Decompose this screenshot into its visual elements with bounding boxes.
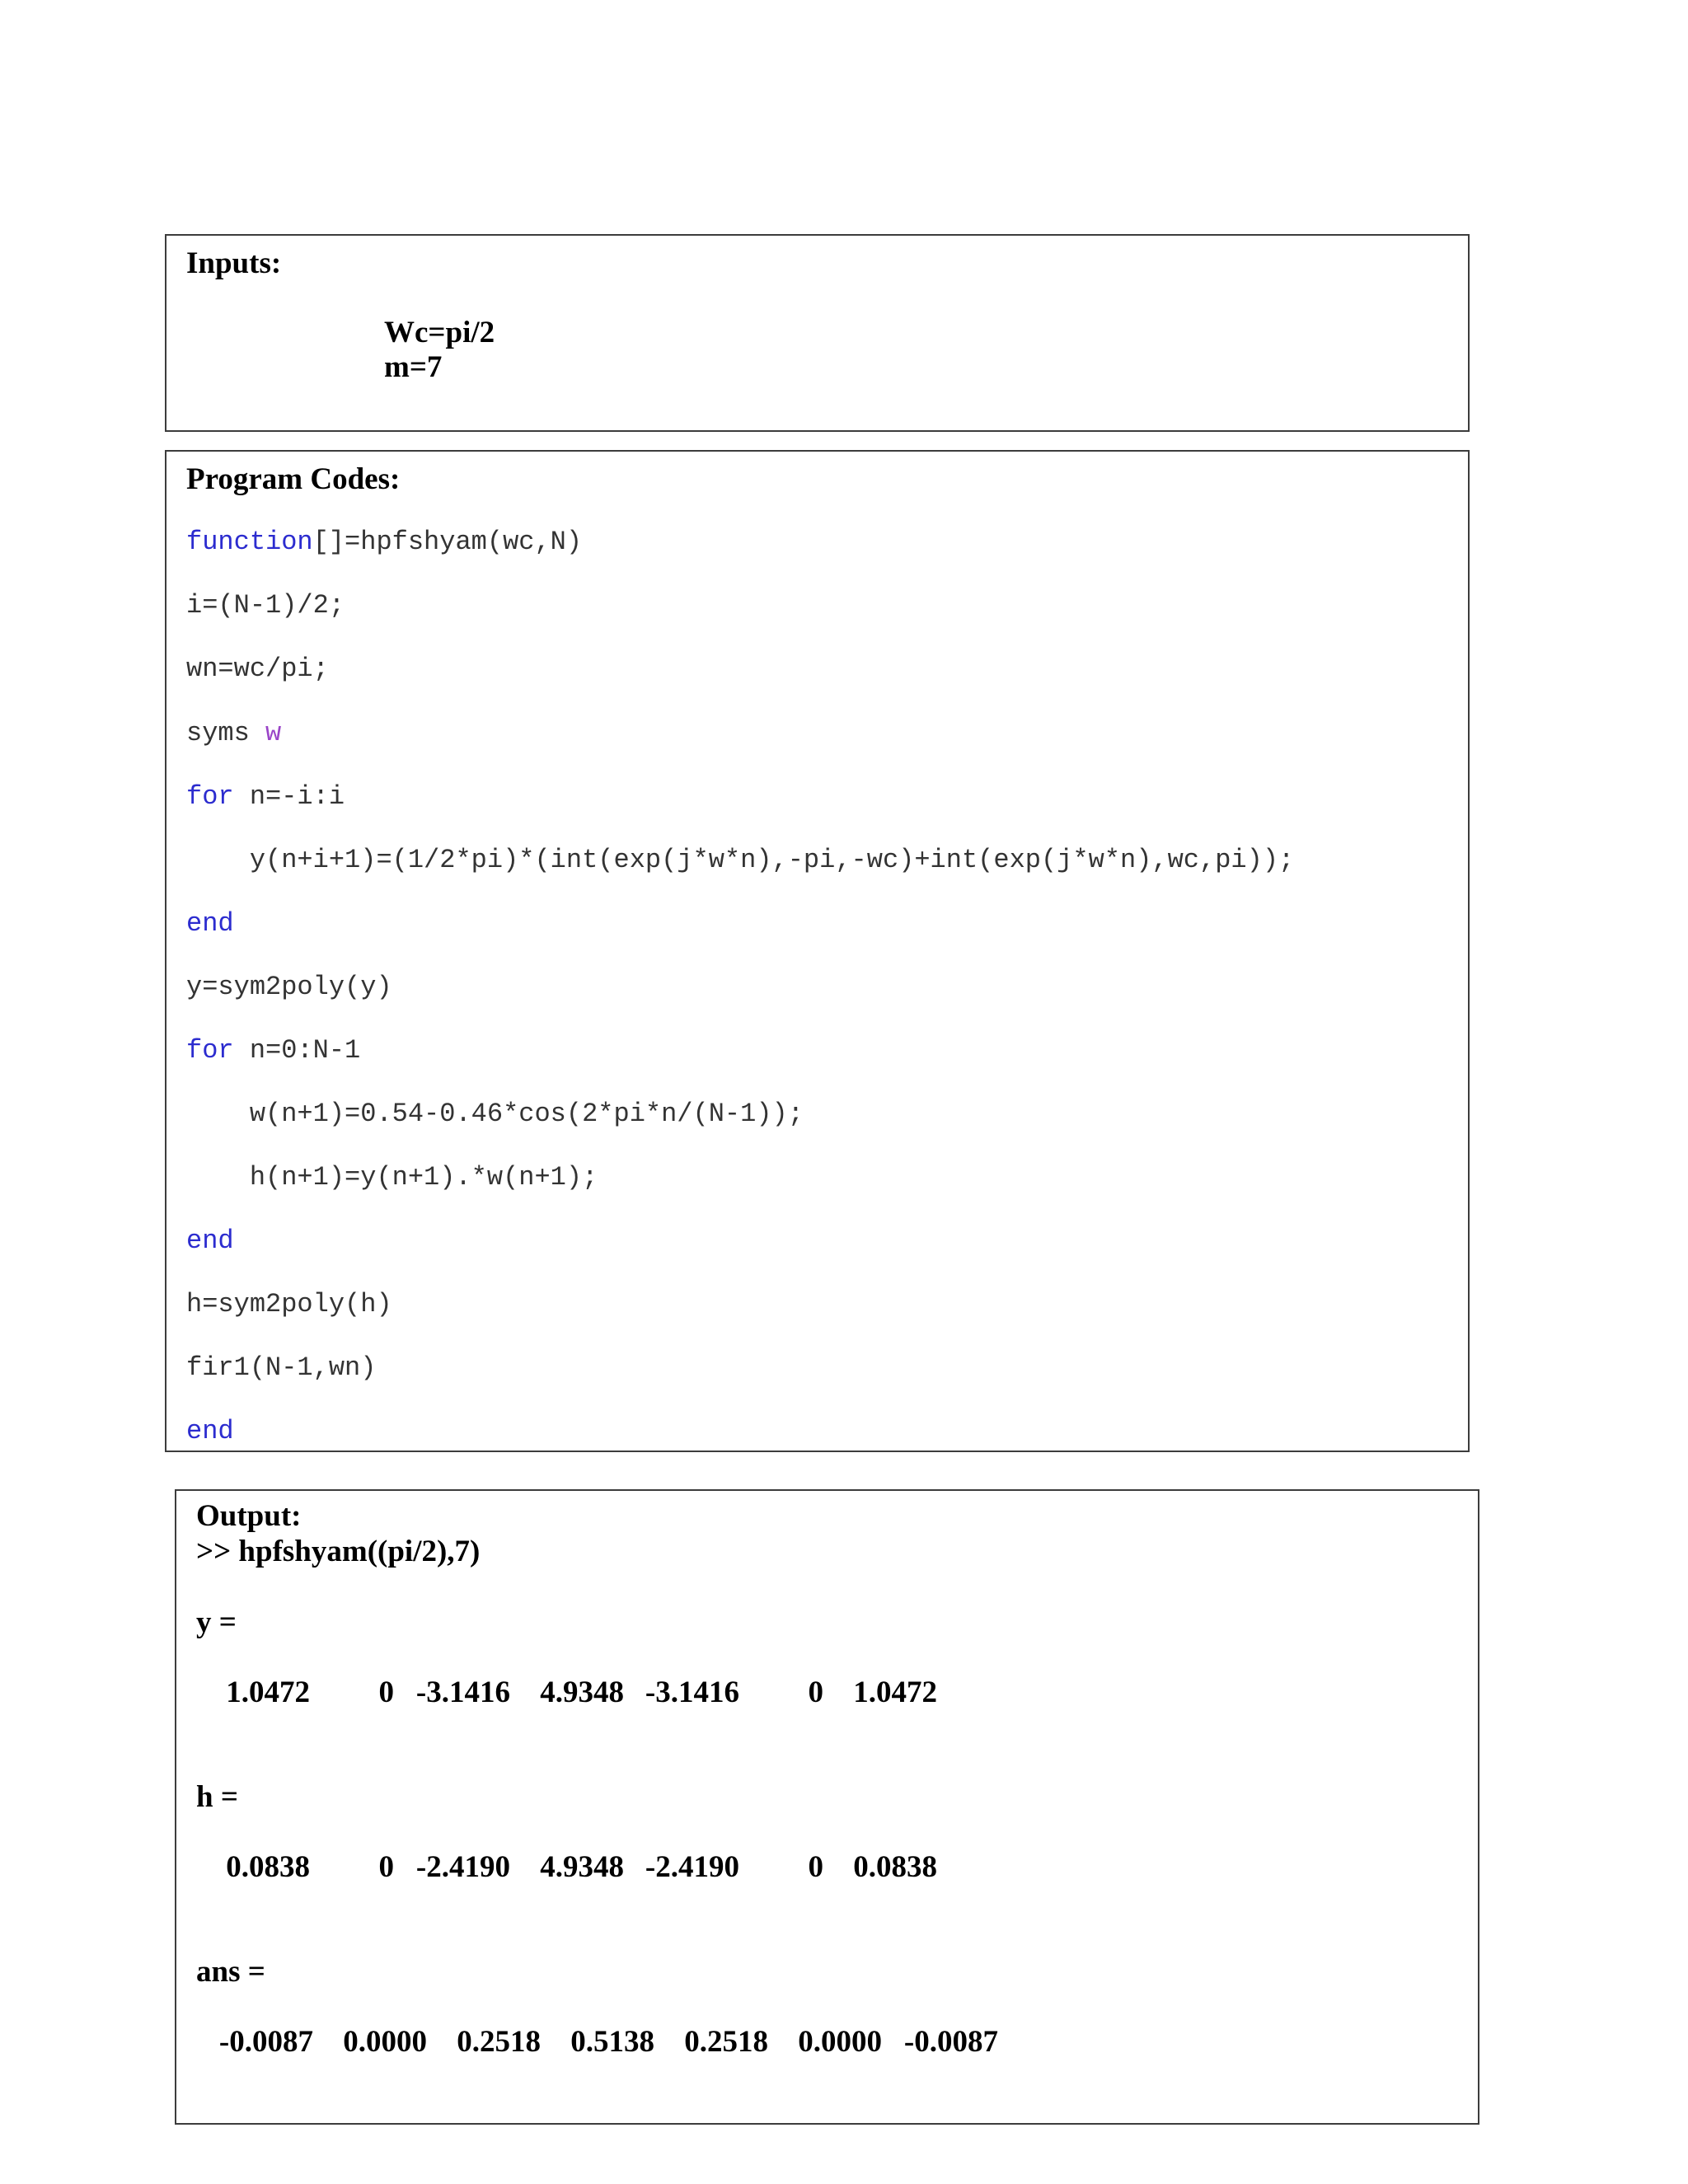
h-value: 0 — [808, 1850, 823, 1884]
y-value: 0 — [378, 1675, 394, 1709]
code-text: i=(N-1)/2; — [186, 590, 345, 621]
code-line-13 — [186, 1288, 392, 1321]
input-wc: Wc=pi/2 — [384, 316, 495, 349]
h-value: 0.0838 — [853, 1850, 937, 1884]
inputs-box — [165, 234, 1470, 432]
code-line-12 — [186, 1225, 234, 1258]
y-value: 4.9348 — [540, 1675, 624, 1709]
code-text: w(n+1)=0.54-0.46*cos(2*pi*n/(N-1)); — [186, 1099, 804, 1129]
ans-value: 0.2518 — [684, 2025, 768, 2059]
output-heading: Output: — [196, 1499, 302, 1533]
code-line-6 — [186, 844, 1294, 877]
code-line-11 — [186, 1161, 598, 1194]
ans-value: 0.2518 — [457, 2025, 541, 2059]
input-m: m=7 — [384, 350, 443, 384]
code-line-8 — [186, 971, 392, 1004]
h-label: h = — [196, 1780, 238, 1814]
code-text: y=sym2poly(y) — [186, 972, 392, 1002]
code-line-5 — [186, 780, 345, 813]
inputs-heading: Inputs: — [186, 246, 282, 280]
ans-label: ans = — [196, 1955, 265, 1989]
code-text: syms — [186, 718, 266, 748]
code-line-15 — [186, 1415, 234, 1448]
y-value: 1.0472 — [226, 1675, 310, 1709]
code-line-14 — [186, 1352, 376, 1385]
y-value: -3.1416 — [415, 1675, 510, 1709]
ans-value: 0.0000 — [798, 2025, 882, 2059]
code-line-4 — [186, 717, 281, 750]
code-keyword: function — [186, 527, 313, 557]
code-keyword: end — [186, 1226, 234, 1256]
ans-value: -0.0087 — [218, 2025, 313, 2059]
code-line-1 — [186, 526, 582, 559]
output-command: >> hpfshyam((pi/2),7) — [196, 1535, 481, 1568]
code-keyword: end — [186, 908, 234, 939]
code-text: y(n+i+1)=(1/2*pi)*(int(exp(j*w*n),-pi,-wc)+int(exp(j*w*n),wc,pi)); — [186, 845, 1295, 875]
ans-value: 0.5138 — [570, 2025, 654, 2059]
code-line-3 — [186, 653, 329, 686]
ans-value: -0.0087 — [903, 2025, 998, 2059]
code-keyword: end — [186, 1416, 234, 1446]
h-value: 4.9348 — [540, 1850, 624, 1884]
code-text: wn=wc/pi; — [186, 654, 329, 684]
code-symbol: w — [265, 718, 282, 748]
h-value: 0 — [378, 1850, 394, 1884]
y-value: 0 — [808, 1675, 823, 1709]
h-value: 0.0838 — [226, 1850, 310, 1884]
code-line-10 — [186, 1098, 804, 1131]
h-value: -2.4190 — [645, 1850, 739, 1884]
code-text: n=0:N-1 — [233, 1035, 361, 1066]
code-text: fir1(N-1,wn) — [186, 1352, 377, 1383]
code-keyword: for — [186, 1035, 234, 1066]
y-value: -3.1416 — [645, 1675, 739, 1709]
code-line-9 — [186, 1034, 360, 1067]
ans-value: 0.0000 — [343, 2025, 427, 2059]
code-text: h(n+1)=y(n+1).*w(n+1); — [186, 1162, 598, 1193]
code-text: n=-i:i — [233, 781, 345, 812]
program-heading: Program Codes: — [186, 462, 401, 496]
y-value: 1.0472 — [853, 1675, 937, 1709]
h-value: -2.4190 — [415, 1850, 510, 1884]
code-text: h=sym2poly(h) — [186, 1289, 392, 1319]
code-line-2 — [186, 589, 345, 622]
y-label: y = — [196, 1605, 237, 1639]
code-keyword: for — [186, 781, 234, 812]
code-line-7 — [186, 907, 234, 940]
code-text: []=hpfshyam(wc,N) — [312, 527, 583, 557]
